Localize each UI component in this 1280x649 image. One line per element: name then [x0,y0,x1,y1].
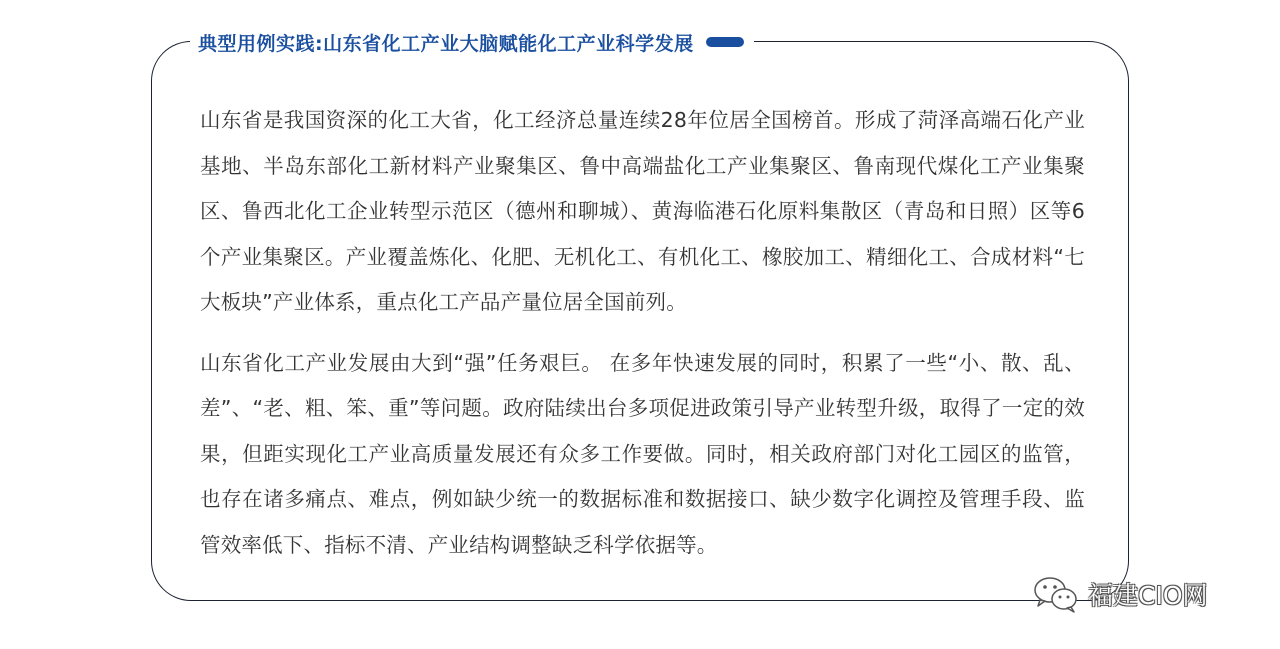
section-title: 典型用例实践:山东省化工产业大脑赋能化工产业科学发展 [198,32,694,55]
wechat-icon [1032,574,1080,614]
watermark-text: 福建CIO网 [1088,581,1208,610]
title-decoration-pill [706,37,744,47]
article-body [200,98,1085,568]
paragraph-1: 山东省是我国资深的化工大省，化工经济总量连续28年位居全国榜首。形成了菏泽高端石化产业基地、半岛东部化工新材料产业聚集区、鲁中高端盐化工产业集聚区、鲁南现代煤化工产业集聚区、鲁西北化工企业转型示范区（德州和聊城）、黄海临港石化原料集散区（青岛和日照）区等6个产业集聚区。产业覆盖炼化、化肥、无机化工、有机化工、橡胶加工、精细化工、合成材料“七大板块”产业体系，重点化工产品产量位居全国前列。 [200,108,1085,314]
paragraph-2: 山东省化工产业发展由大到“强”任务艰巨。 在多年快速发展的同时，积累了一些“小、散、乱、差”、“老、粗、笨、重”等问题。政府陆续出台多项促进政策引导产业转型升级，取得了一定的效果，但距实现化工产业高质量发展还有众多工作要做。同时，相关政府部门对化工园区的监管，也存在诸多痛点、难点，例如缺少统一的数据标准和数据接口、缺少数字化调控及管理手段、监管效率低下、指标不清、产业结构调整缺乏科学依据等。 [200,350,1085,557]
watermark [1032,574,1208,614]
section-header [190,27,754,57]
